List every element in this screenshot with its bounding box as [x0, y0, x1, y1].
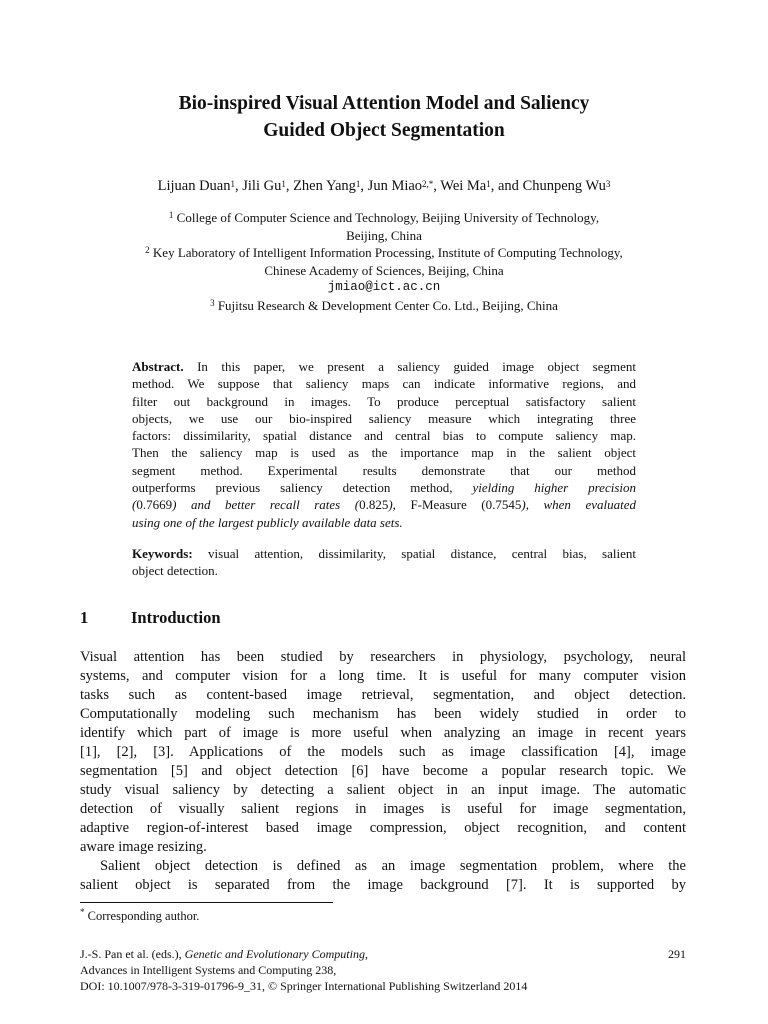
- body-line: Visual attention has been studied by researchers in physiology, psychology, neural: [80, 649, 686, 665]
- abstract-emphasis: ),: [388, 497, 411, 513]
- keywords-line: [132, 545, 636, 562]
- body-line: adaptive region-of-interest based image compression, object recognition, and content: [80, 820, 686, 836]
- metric-value: 0.7669: [136, 497, 173, 513]
- body-line: systems, and computer vision for a long time. It is useful for many computer vision: [80, 668, 686, 684]
- author-email: jmiao@ict.ac.cn: [327, 280, 441, 294]
- intro-body: [80, 648, 686, 895]
- affiliation-mark: 3: [210, 297, 215, 308]
- abstract-line: [132, 514, 636, 531]
- abstract-line: [132, 496, 636, 513]
- author-name: Zhen Yang: [293, 178, 356, 194]
- abstract-text: In this paper, we present a saliency guided image object segment: [197, 359, 636, 374]
- body-line: [1], [2], [3]. Applications of the models such as image classification [4], image: [80, 744, 686, 760]
- author-separator: , and: [490, 178, 523, 194]
- abstract-label: Abstract.: [132, 359, 184, 374]
- book-title: Genetic and Evolutionary Computing: [184, 947, 365, 961]
- affiliations: [40, 209, 728, 314]
- body-line: study visual saliency by detecting a salient object in an input image. The automatic: [80, 782, 686, 798]
- affiliation-1: [40, 209, 728, 227]
- page-number: 291: [668, 947, 686, 961]
- footnote-mark: *: [80, 907, 85, 917]
- title-line: Bio-inspired Visual Attention Model and Saliency: [178, 93, 590, 114]
- abstract-emphasis: ), when evaluated: [521, 497, 636, 513]
- abstract-emphasis: ) and better recall rates (: [172, 497, 360, 513]
- keywords-label: Keywords:: [132, 546, 193, 561]
- author-separator: ,: [235, 178, 243, 194]
- author-name: Wei Ma: [440, 178, 487, 194]
- author-name: Chunpeng Wu: [522, 178, 606, 194]
- affiliation-2-cont: Chinese Academy of Sciences, Beijing, China: [264, 262, 504, 278]
- affiliation-mark: 2: [145, 245, 150, 255]
- abstract-emphasis: yielding higher precision: [472, 480, 636, 496]
- footer-line: [80, 946, 686, 962]
- title-line: Guided Object Segmentation: [263, 120, 505, 141]
- footnote-text: Corresponding author.: [87, 909, 200, 923]
- affiliation-text: Key Laboratory of Intelligent Information Processing, Institute of Computing Technology,: [152, 245, 623, 260]
- abstract-line: [132, 479, 636, 496]
- abstract-line: filter out background in images. To produce perceptual satisfactory salient: [132, 393, 636, 409]
- affiliation-2: [40, 244, 728, 262]
- citation-text: J.-S. Pan et al. (eds.),: [80, 947, 185, 961]
- abstract-line: factors: dissimilarity, spatial distance and central bias to compute saliency map.: [132, 428, 636, 444]
- body-line: tasks such as content-based image retrieval, segmentation, and object detection.: [80, 687, 686, 703]
- footnote-divider: [80, 902, 333, 903]
- abstract-text: F-Measure (: [410, 497, 486, 513]
- section-number: 1: [80, 608, 89, 627]
- section-heading: [80, 608, 221, 628]
- section-title: Introduction: [131, 608, 221, 627]
- metric-value: 0.825: [359, 497, 389, 513]
- paper-title: [60, 90, 708, 144]
- footer-line: Advances in Intelligent Systems and Computing 238,: [80, 963, 337, 978]
- metric-value: 0.7545: [485, 497, 522, 513]
- abstract-line: [132, 358, 636, 375]
- keywords: [132, 545, 636, 580]
- author-separator: ,: [433, 178, 441, 194]
- abstract-line: objects, we use our bio-inspired saliency measure which integrating three: [132, 410, 636, 426]
- body-line: segmentation [5] and object detection [6] have become a popular research topic. We: [80, 763, 686, 779]
- abstract-emphasis: (: [132, 497, 137, 513]
- footnote: [80, 909, 199, 924]
- body-line: salient object is separated from the image background [7]. It is supported by: [80, 877, 686, 893]
- author-affiliation-mark: 3: [605, 179, 611, 189]
- author-affiliation-mark: 2,*: [422, 179, 434, 189]
- author-name: Jili Gu: [242, 178, 282, 194]
- author-list: [40, 176, 728, 196]
- body-line: identify which part of image is more useful when analyzing an image in recent years: [80, 725, 686, 741]
- affiliation-mark: 1: [168, 210, 174, 220]
- affiliation-text: College of Computer Science and Technology, Beijing University of Technology,: [176, 210, 600, 225]
- author-separator: ,: [360, 178, 368, 194]
- body-line: aware image resizing.: [80, 839, 207, 855]
- abstract-emphasis: using one of the largest publicly available data sets.: [132, 514, 403, 530]
- affiliation-1-cont: Beijing, China: [346, 227, 422, 243]
- author-separator: ,: [285, 178, 294, 194]
- abstract-line: Then the saliency map is used as the importance map in the salient object: [132, 445, 636, 461]
- keywords-line: object detection.: [132, 563, 218, 579]
- abstract: [132, 358, 636, 531]
- author-name: Jun Miao: [367, 178, 423, 194]
- body-line: Computationally modeling such mechanism has been widely studied in order to: [80, 706, 686, 722]
- body-line: Salient object detection is defined as an image segmentation problem, where the: [100, 858, 686, 874]
- author-affiliation-mark: 1: [281, 179, 286, 189]
- author-name: Lijuan Duan: [157, 178, 231, 194]
- abstract-line: method. We suppose that saliency maps can indicate informative regions, and: [132, 376, 636, 392]
- body-line: detection of visually salient regions in images is useful for image segmentation,: [80, 801, 686, 817]
- citation-editors: [80, 946, 368, 962]
- abstract-line: segment method. Experimental results demonstrate that our method: [132, 462, 636, 478]
- footer-doi: DOI: 10.1007/978-3-319-01796-9_31, © Springer International Publishing Switzerland 2014: [80, 979, 528, 994]
- abstract-text: outperforms previous saliency detection method,: [132, 480, 473, 496]
- citation-text: ,: [364, 947, 368, 961]
- keywords-text: visual attention, dissimilarity, spatial distance, central bias, salient: [208, 546, 636, 561]
- affiliation-3: [40, 297, 728, 315]
- author-affiliation-mark: 1: [230, 179, 235, 189]
- author-affiliation-mark: 1: [486, 179, 491, 189]
- page-footer: [80, 946, 686, 995]
- author-affiliation-mark: 1: [355, 179, 361, 189]
- affiliation-text: Fujitsu Research & Development Center Co. Ltd., Beijing, China: [217, 297, 558, 313]
